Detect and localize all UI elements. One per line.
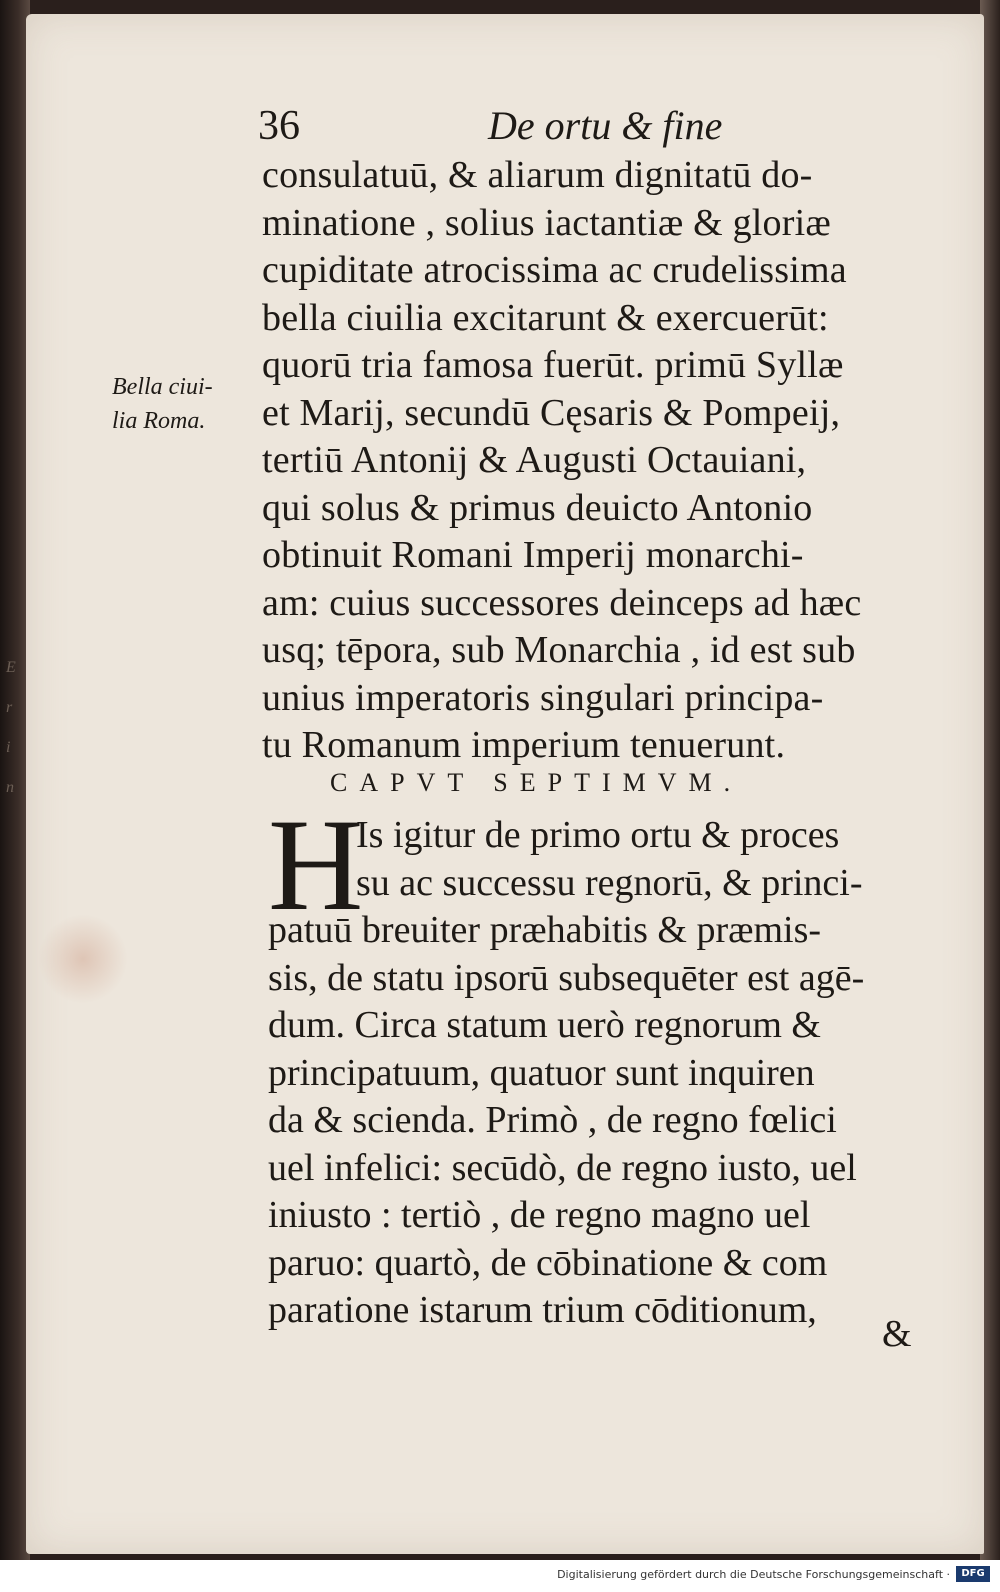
dfg-logo-icon[interactable]: DFG xyxy=(956,1566,990,1582)
chapter-line: uel infelici: secūdò, de regno iusto, uel xyxy=(268,1146,857,1189)
footer-credit: Digitalisierung gefördert durch die Deutsche Forschungsgemeinschaft · xyxy=(557,1568,950,1581)
chapter-line: Is igitur de primo ortu & proces xyxy=(356,814,840,856)
text-line: tu Romanum imperium tenuerunt. xyxy=(262,724,786,766)
chapter-line: su ac successu regnorū, & princi- xyxy=(356,861,863,904)
text-line: et Marij, secundū Cęsaris & Pompeij, xyxy=(262,391,841,434)
chapter-line: patuū breuiter præhabitis & præmis- xyxy=(268,909,822,951)
marginal-note-line: Bella ciui- xyxy=(112,374,213,400)
text-line: am: cuius successores deinceps ad hæc xyxy=(262,581,862,624)
chapter-line: dum. Circa statum uerò regnorum & xyxy=(268,1004,821,1046)
running-head xyxy=(258,102,778,154)
chapter-line: paratione istarum trium cōditionum, xyxy=(268,1289,817,1331)
text-line: consulatuū, & aliarum dignitatū do- xyxy=(262,154,813,196)
main-text-block xyxy=(262,152,930,770)
ghost-letter: n xyxy=(6,779,14,796)
text-line: obtinuit Romani Imperij monarchi- xyxy=(262,534,804,576)
digitization-footer xyxy=(0,1560,1000,1592)
ghost-letter: i xyxy=(6,739,11,756)
ghost-letter: r xyxy=(6,699,13,716)
text-line: cupiditate atrocissima ac crudelissima xyxy=(262,249,847,291)
chapter-line: da & scienda. Primò , de regno fœlici xyxy=(268,1099,837,1141)
drop-cap: H xyxy=(268,791,364,938)
paper-stain xyxy=(38,914,128,1004)
chapter-text-block xyxy=(268,812,932,1335)
catchword: & xyxy=(882,1313,912,1355)
chapter-line: iniusto : tertiò , de regno magno uel xyxy=(268,1194,811,1236)
marginal-note-line: lia Roma. xyxy=(112,408,206,434)
chapter-line: principatuum, quatuor sunt inquiren xyxy=(268,1051,815,1094)
text-line: quorū tria famosa fuerūt. primū Syllæ xyxy=(262,344,844,386)
ghost-letter: E xyxy=(6,659,16,676)
text-line: qui solus & primus deuicto Antonio xyxy=(262,486,813,529)
running-head-title: De ortu & fine xyxy=(488,103,723,148)
marginal-note xyxy=(112,370,252,438)
chapter-line: paruo: quartò, de cōbinatione & com xyxy=(268,1241,828,1284)
text-line: tertiū Antonij & Augusti Octauiani, xyxy=(262,439,807,481)
text-line: usq; tēpora, sub Monarchia , id est sub xyxy=(262,629,856,671)
text-line: unius imperatoris singulari principa- xyxy=(262,676,824,719)
bleed-through-letters xyxy=(6,648,26,808)
page-number: 36 xyxy=(258,103,300,149)
text-line: bella ciuilia excitarunt & exercuerūt: xyxy=(262,296,829,339)
chapter-line: sis, de statu ipsorū subsequēter est agē- xyxy=(268,956,865,999)
chapter-heading: CAPVT SEPTIMVM. xyxy=(330,768,743,797)
text-line: minatione , solius iactantiæ & gloriæ xyxy=(262,201,831,244)
